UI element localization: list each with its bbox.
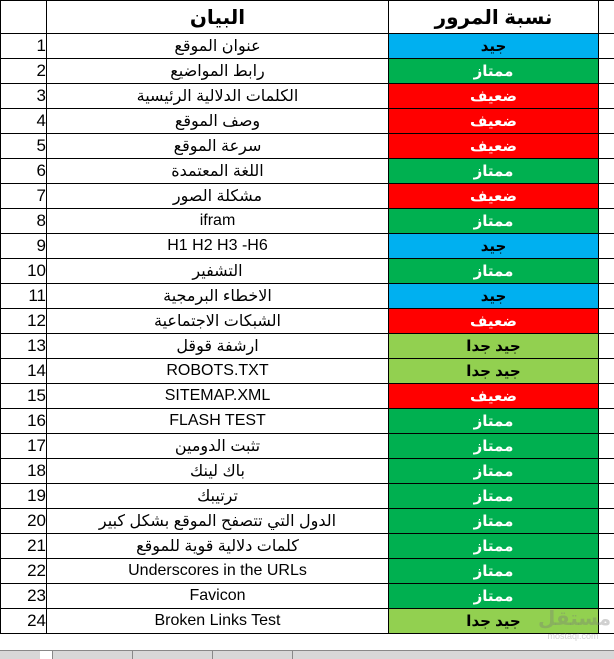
pass-rate-cell[interactable]: جيد: [389, 234, 599, 259]
row-number-cell[interactable]: 9: [1, 234, 47, 259]
header-rate-cell[interactable]: نسبة المرور: [389, 1, 599, 34]
row-number-cell[interactable]: 2: [1, 59, 47, 84]
row-number-cell[interactable]: 19: [1, 484, 47, 509]
description-cell[interactable]: FLASH TEST: [47, 409, 389, 434]
extra-cell[interactable]: [599, 534, 614, 559]
row-number-cell[interactable]: 23: [1, 584, 47, 609]
pass-rate-cell[interactable]: ممتاز: [389, 434, 599, 459]
row-number-cell[interactable]: 4: [1, 109, 47, 134]
sheet-body: [1, 1, 614, 634]
row-number-cell[interactable]: 8: [1, 209, 47, 234]
extra-cell[interactable]: [599, 359, 614, 384]
table-row: [1, 359, 614, 384]
row-number-cell[interactable]: 21: [1, 534, 47, 559]
extra-cell[interactable]: [599, 459, 614, 484]
pass-rate-cell[interactable]: ممتاز: [389, 259, 599, 284]
pass-rate-cell[interactable]: جيد جدا: [389, 334, 599, 359]
pass-rate-cell[interactable]: ضعيف: [389, 184, 599, 209]
table-row: [1, 434, 614, 459]
pass-rate-cell[interactable]: ممتاز: [389, 59, 599, 84]
pass-rate-cell[interactable]: جيد: [389, 34, 599, 59]
table-row: [1, 509, 614, 534]
description-cell[interactable]: مشكلة الصور: [47, 184, 389, 209]
row-number-cell[interactable]: 15: [1, 384, 47, 409]
description-cell[interactable]: Broken Links Test: [47, 609, 389, 634]
table-row: [1, 584, 614, 609]
pass-rate-cell[interactable]: ضعيف: [389, 134, 599, 159]
table-row: [1, 559, 614, 584]
table-row: [1, 209, 614, 234]
table-row: [1, 309, 614, 334]
row-number-cell[interactable]: 17: [1, 434, 47, 459]
pass-rate-cell[interactable]: ممتاز: [389, 534, 599, 559]
row-number-cell[interactable]: 1: [1, 34, 47, 59]
pass-rate-cell[interactable]: ضعيف: [389, 309, 599, 334]
description-cell[interactable]: ifram: [47, 209, 389, 234]
header-description-cell[interactable]: البيان: [47, 1, 389, 34]
description-cell[interactable]: Underscores in the URLs: [47, 559, 389, 584]
extra-cell[interactable]: [599, 509, 614, 534]
description-cell[interactable]: الكلمات الدلالية الرئيسية: [47, 84, 389, 109]
pass-rate-cell[interactable]: ممتاز: [389, 484, 599, 509]
description-cell[interactable]: رابط المواضيع: [47, 59, 389, 84]
extra-cell[interactable]: [599, 109, 614, 134]
extra-cell[interactable]: [599, 134, 614, 159]
pass-rate-cell[interactable]: ضعيف: [389, 384, 599, 409]
extra-cell[interactable]: [599, 584, 614, 609]
table-row: [1, 609, 614, 634]
table-row: [1, 409, 614, 434]
description-cell[interactable]: تثبت الدومين: [47, 434, 389, 459]
table-row: [1, 284, 614, 309]
table-row: [1, 109, 614, 134]
row-number-cell[interactable]: 13: [1, 334, 47, 359]
extra-cell[interactable]: [599, 34, 614, 59]
description-cell[interactable]: ROBOTS.TXT: [47, 359, 389, 384]
extra-cell[interactable]: [599, 159, 614, 184]
extra-cell[interactable]: [599, 559, 614, 584]
description-cell[interactable]: اللغة المعتمدة: [47, 159, 389, 184]
pass-rate-cell[interactable]: جيد جدا: [389, 359, 599, 384]
description-cell[interactable]: ارشفة قوقل: [47, 334, 389, 359]
row-number-cell[interactable]: 11: [1, 284, 47, 309]
pass-rate-cell[interactable]: ضعيف: [389, 109, 599, 134]
extra-cell[interactable]: [599, 234, 614, 259]
table-row: [1, 34, 614, 59]
extra-cell[interactable]: [599, 184, 614, 209]
row-number-cell[interactable]: 18: [1, 459, 47, 484]
extra-cell[interactable]: [599, 384, 614, 409]
description-cell[interactable]: SITEMAP.XML: [47, 384, 389, 409]
table-row: [1, 59, 614, 84]
pass-rate-cell[interactable]: ضعيف: [389, 84, 599, 109]
table-row: [1, 384, 614, 409]
header-num-cell[interactable]: [1, 1, 47, 34]
description-cell[interactable]: وصف الموقع: [47, 109, 389, 134]
table-row: [1, 334, 614, 359]
extra-cell[interactable]: [599, 284, 614, 309]
pass-rate-cell[interactable]: ممتاز: [389, 509, 599, 534]
extra-cell[interactable]: [599, 59, 614, 84]
table-row: [1, 184, 614, 209]
extra-cell[interactable]: [599, 609, 614, 634]
watermark-subtext: mostaql.com: [538, 631, 608, 641]
description-cell[interactable]: الاخطاء البرمجية: [47, 284, 389, 309]
description-cell[interactable]: سرعة الموقع: [47, 134, 389, 159]
row-number-cell[interactable]: 16: [1, 409, 47, 434]
description-cell[interactable]: H1 H2 H3 -H6: [47, 234, 389, 259]
pass-rate-cell[interactable]: ممتاز: [389, 209, 599, 234]
description-cell[interactable]: الشبكات الاجتماعية: [47, 309, 389, 334]
table-row: [1, 534, 614, 559]
description-cell[interactable]: ترتيبك: [47, 484, 389, 509]
table-row: [1, 234, 614, 259]
watermark-text: مستقل: [538, 606, 608, 631]
extra-cell[interactable]: [599, 259, 614, 284]
table-row: [1, 459, 614, 484]
row-number-cell[interactable]: 6: [1, 159, 47, 184]
table-row: [1, 159, 614, 184]
row-number-cell[interactable]: 12: [1, 309, 47, 334]
extra-cell[interactable]: [599, 409, 614, 434]
row-number-cell[interactable]: 24: [1, 609, 47, 634]
extra-cell[interactable]: [599, 334, 614, 359]
extra-cell[interactable]: [599, 434, 614, 459]
extra-cell[interactable]: [599, 209, 614, 234]
description-cell[interactable]: كلمات دلالية قوية للموقع: [47, 534, 389, 559]
table-row: [1, 84, 614, 109]
row-number-cell[interactable]: 14: [1, 359, 47, 384]
pass-rate-cell[interactable]: ممتاز: [389, 559, 599, 584]
extra-cell[interactable]: [599, 309, 614, 334]
extra-cell[interactable]: [599, 484, 614, 509]
pass-rate-cell[interactable]: ممتاز: [389, 459, 599, 484]
pass-rate-cell[interactable]: ممتاز: [389, 584, 599, 609]
pass-rate-cell[interactable]: جيد جدا: [389, 609, 599, 634]
description-cell[interactable]: عنوان الموقع: [47, 34, 389, 59]
row-number-cell[interactable]: 5: [1, 134, 47, 159]
description-cell[interactable]: Favicon: [47, 584, 389, 609]
row-number-cell[interactable]: 20: [1, 509, 47, 534]
header-extra-cell[interactable]: [599, 1, 614, 34]
pass-rate-cell[interactable]: جيد: [389, 284, 599, 309]
description-cell[interactable]: التشفير: [47, 259, 389, 284]
extra-cell[interactable]: [599, 84, 614, 109]
table-row: [1, 259, 614, 284]
row-number-cell[interactable]: 7: [1, 184, 47, 209]
row-number-cell[interactable]: 10: [1, 259, 47, 284]
description-cell[interactable]: الدول التي تتصفح الموقع بشكل كبير: [47, 509, 389, 534]
pass-rate-cell[interactable]: ممتاز: [389, 159, 599, 184]
description-cell[interactable]: باك لينك: [47, 459, 389, 484]
table-row: [1, 134, 614, 159]
row-number-cell[interactable]: 22: [1, 559, 47, 584]
table-row: [1, 484, 614, 509]
pass-rate-cell[interactable]: ممتاز: [389, 409, 599, 434]
header-row: [1, 1, 614, 34]
row-number-cell[interactable]: 3: [1, 84, 47, 109]
